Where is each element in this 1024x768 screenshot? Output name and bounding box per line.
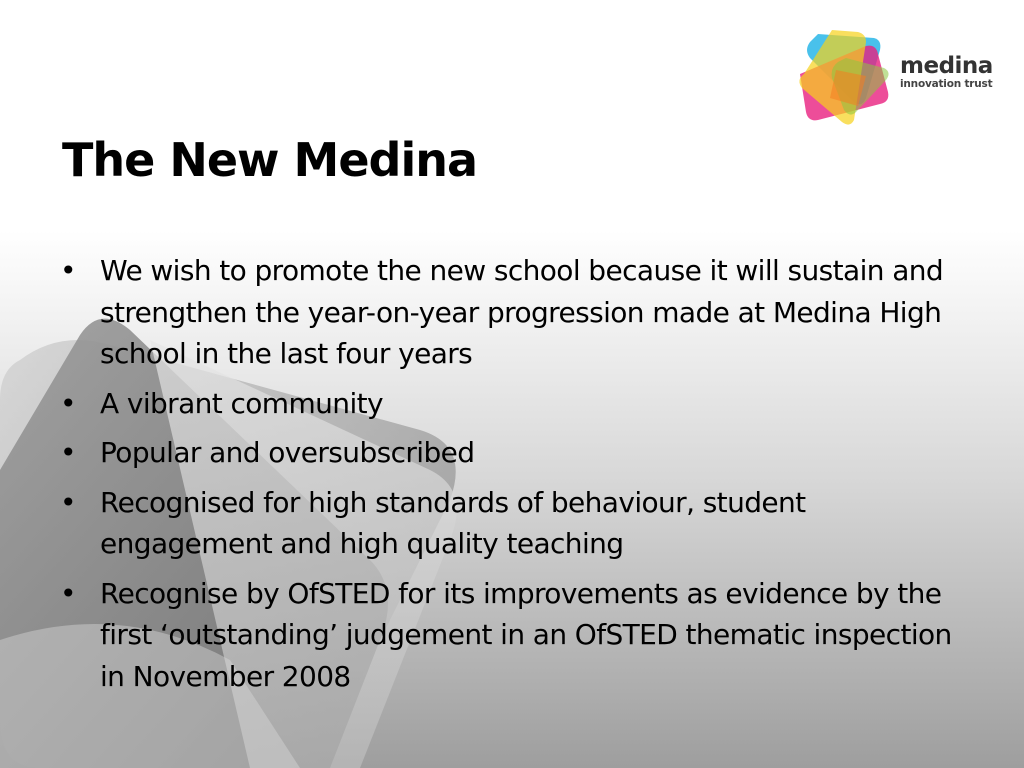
bullet-text: Popular and oversubscribed [100,436,475,469]
bullet-item [56,432,976,474]
bullet-marker: • [60,436,76,469]
bullet-item [56,383,976,425]
bullet-list [56,250,976,705]
logo-name: medina [900,53,993,79]
bullet-text: Recognised for high standards of behaviour, student engagement and high quality teaching [100,485,806,560]
bullet-text: A vibrant community [100,386,383,420]
bullet-marker: • [60,254,76,287]
bullet-marker: • [60,576,76,610]
medina-logo [796,28,1006,128]
bullet-item [56,573,976,698]
bullet-text: Recognise by OfSTED for its improvements as evidence by the first ‘outstanding’ judgement in an OfSTED thematic inspection in November 2008 [100,576,952,693]
logo-text [900,54,1004,90]
bullet-text: We wish to promote the new school because it will sustain and strengthen the year-on-year progression made at Medina High school in the last four years [100,254,944,370]
slide-title: The New Medina [62,133,478,187]
logo-tagline: innovation trust [900,78,993,90]
logo-mark-icon [796,28,896,128]
bullet-marker: • [60,386,76,420]
bullet-item [56,482,976,565]
bullet-item [56,250,976,375]
bullet-marker: • [60,485,76,519]
